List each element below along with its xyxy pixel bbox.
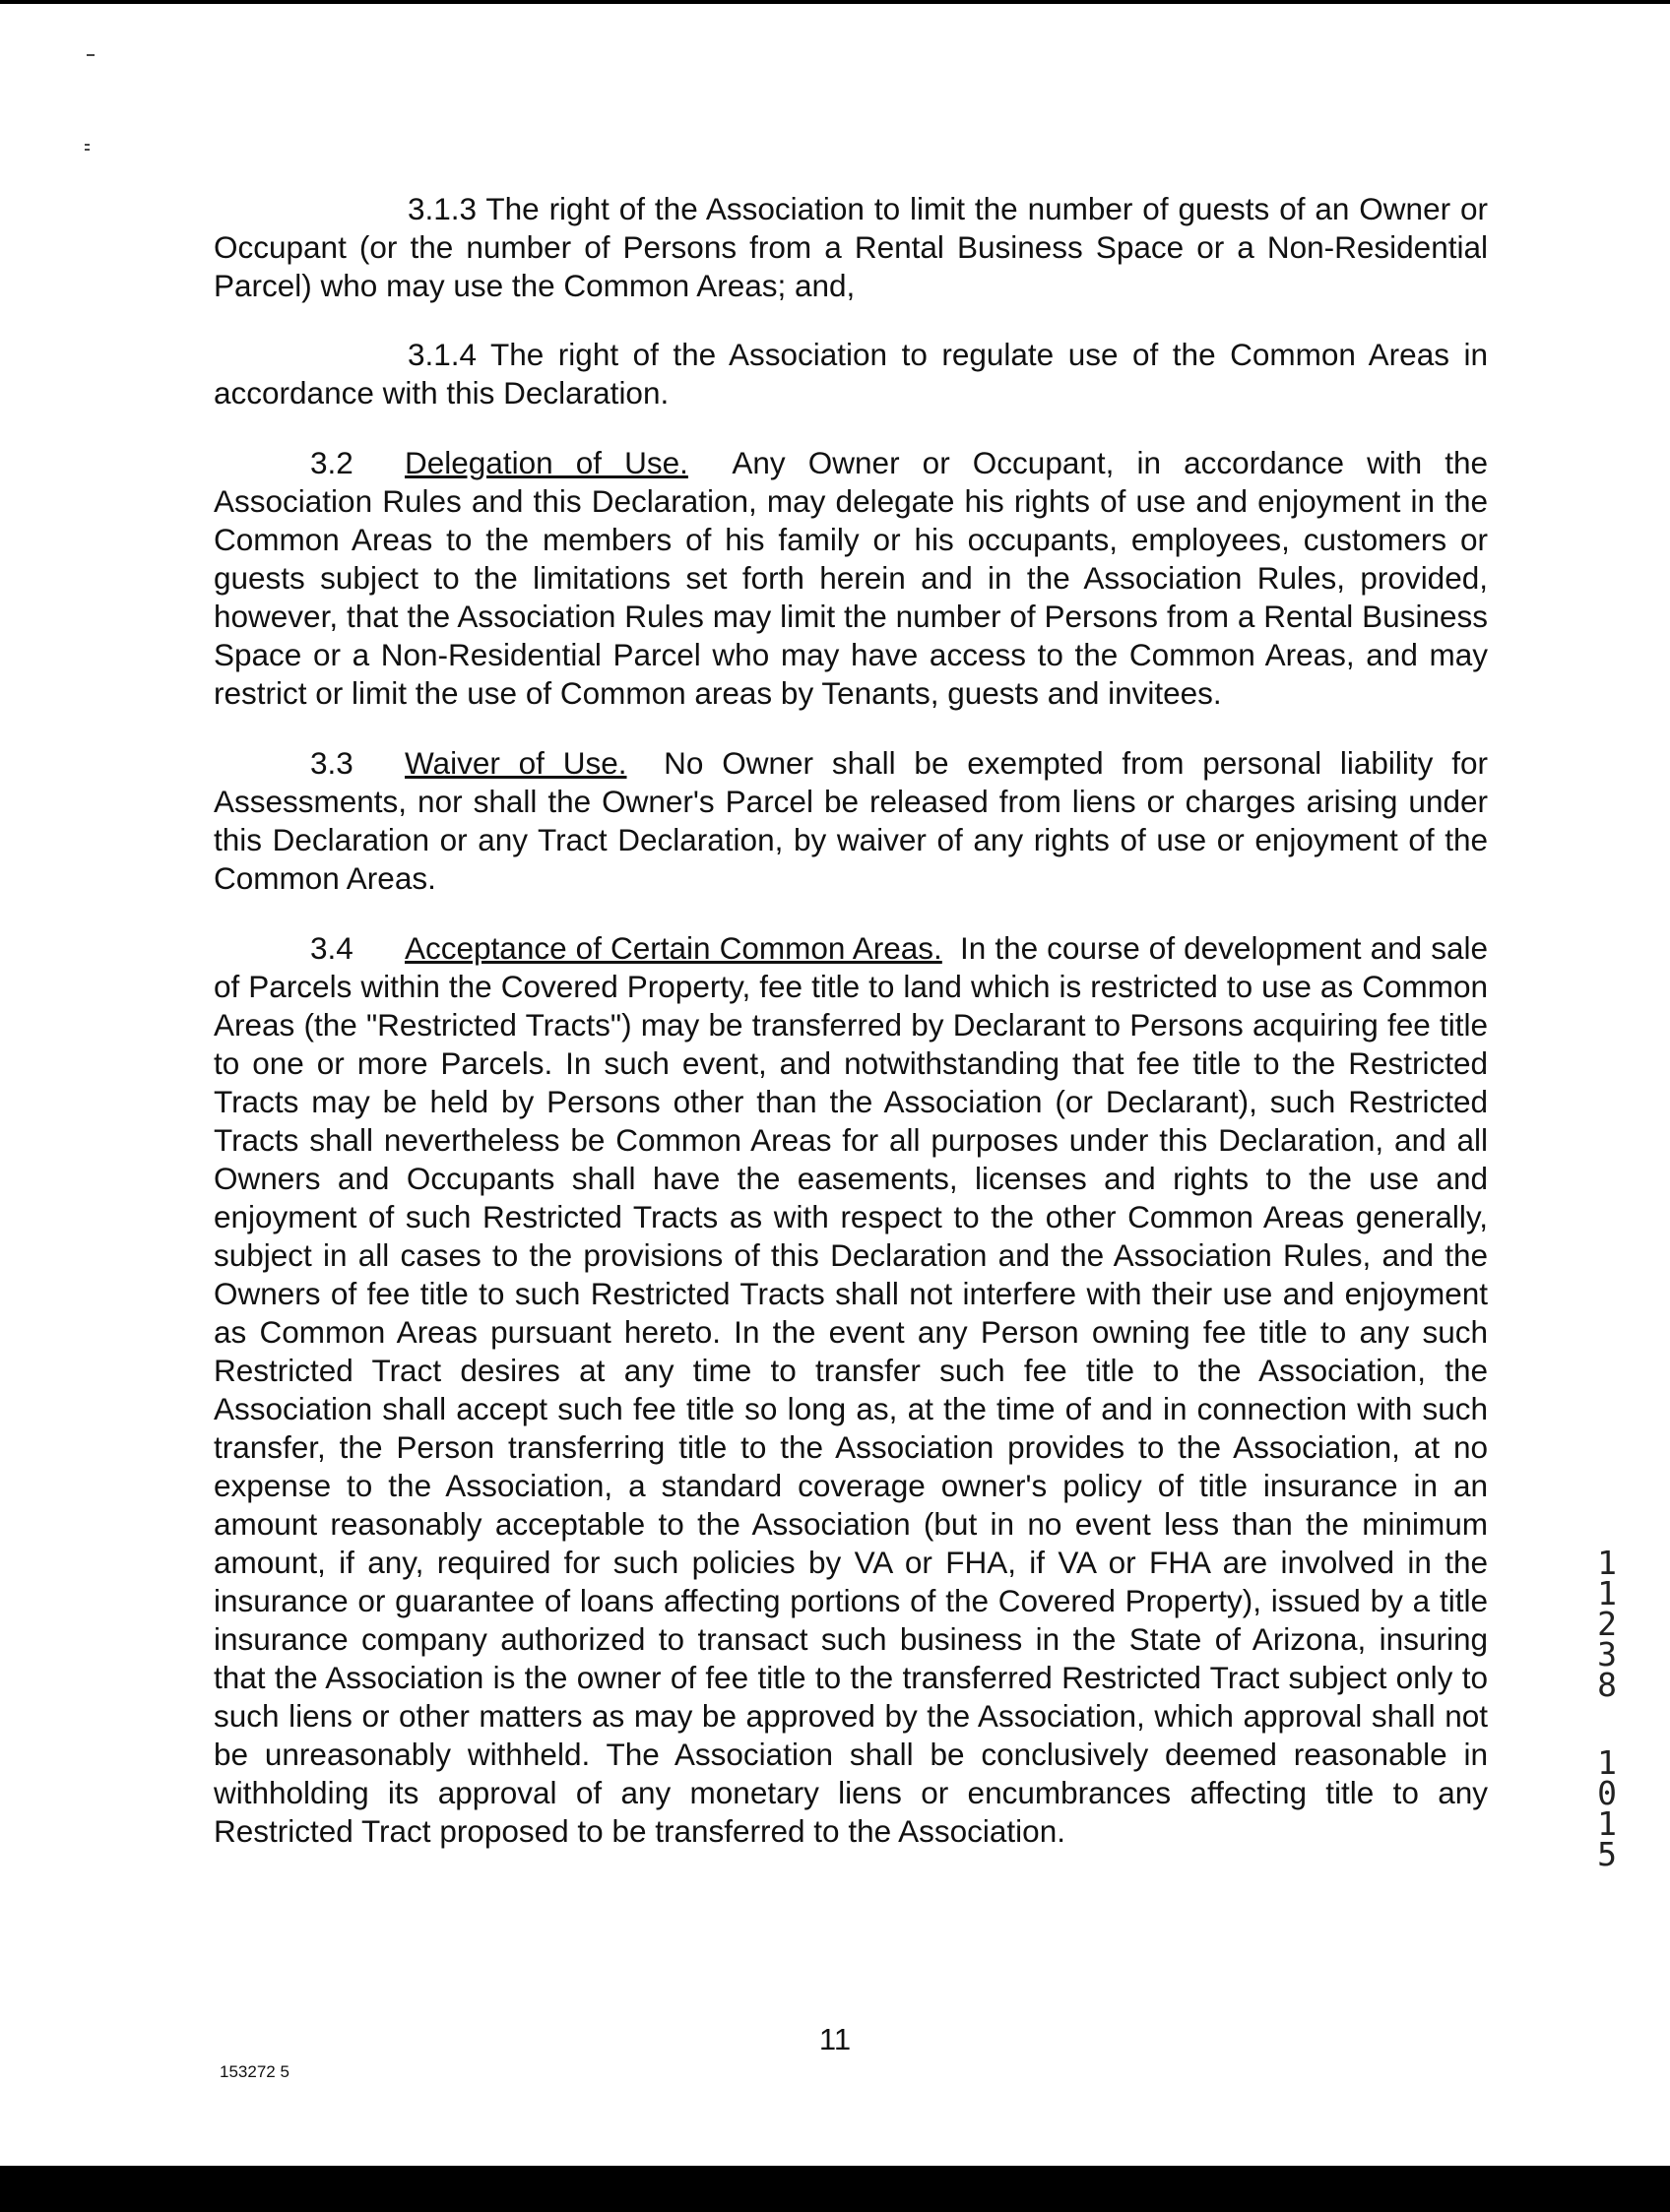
section-heading: Acceptance of Certain Common Areas.	[405, 930, 942, 966]
stamp-digit: 8	[1597, 1666, 1617, 1704]
section-3-4	[214, 929, 1488, 1851]
section-number: 3.2	[310, 445, 353, 480]
stamp-digit: 2	[1597, 1605, 1617, 1643]
section-3-2	[214, 444, 1488, 713]
stamp-digit: 1	[1597, 1574, 1617, 1612]
stamp-digit: 1	[1597, 1743, 1617, 1782]
document-id: 153272 5	[220, 2062, 289, 2081]
paragraph-3-1-3: 3.1.3 The right of the Association to limit the number of guests of an Owner or Occupant (or the number of Persons from a Rental Business Space or a Non-Residential Parcel) who may use the Common Areas; and,	[214, 191, 1488, 303]
page-number: 11	[818, 2022, 852, 2056]
scan-speck	[85, 144, 90, 146]
stamp-digit: 0	[1597, 1774, 1617, 1812]
section-heading: Waiver of Use.	[405, 745, 627, 781]
document-body	[214, 190, 1488, 1851]
section-body: Any Owner or Occupant, in accordance with the Association Rules and this Declaration, may delegate his rights of use and enjoyment in the Common Areas to the members of his family or his occupants, employees, customers or guests subject to the limitations set forth herein and in the Association Rules, provided, however, that the Association Rules may limit the number of Persons from a Rental Business Space or a Non-Residential Parcel who may have access to the Common Areas, and may restrict or limit the use of Common areas by Tenants, guests and invitees.	[214, 445, 1489, 711]
section-heading: Delegation of Use.	[405, 445, 688, 480]
recording-stamp-bottom	[1587, 1743, 1627, 1873]
section-body: In the course of development and sale of Parcels within the Covered Property, fee title to land which is restricted to use as Common Areas (the "Restricted Tracts") may be transferred by Declarant to Persons acquiring fee title to one or more Parcels. In such event, and notwithstanding that fee title to the Restricted Tracts may be held by Persons other than the Association (or Declarant), such Restricted Tracts shall nevertheless be Common Areas for all purposes under this Declaration, and all Owners and Occupants shall have the easements, licenses and rights to the use and enjoyment of such Restricted Tracts as with respect to the other Common Areas generally, subject in all cases to the provisions of this Declaration and the Association Rules, and the Owners of fee title to such Restricted Tracts shall not interfere with their use and enjoyment as Common Areas pursuant hereto. In the event any Person owning fee title to any such Restricted Tract desires at any time to transfer such fee title to the Association, the Association shall accept such fee title so long as, at the time of and in connection with such transfer, the Person transferring title to the Association provides to the Association, at no expense to the Association, a standard coverage owner's policy of title insurance in an amount reasonably acceptable to the Association (but in no event less than the minimum amount, if any, required for such policies by VA or FHA, if VA or FHA are involved in the insurance or guarantee of loans affecting portions of the Covered Property), issued by a title insurance company authorized to transact such business in the State of Arizona, insuring that the Association is the owner of fee title to the transferred Restricted Tract subject only to such liens or other matters as may be approved by the Association, which approval shall not be unreasonably withheld. The Association shall be conclusively deemed reasonable in withholding its approval of any monetary liens or encumbrances affecting title to any Restricted Tract proposed to be transferred to the Association.	[214, 930, 1488, 1849]
stamp-digit: 3	[1597, 1635, 1617, 1674]
scan-top-edge	[0, 0, 1670, 4]
stamp-digit: 5	[1597, 1835, 1617, 1873]
section-3-3	[214, 744, 1488, 898]
recording-stamp-top	[1587, 1544, 1627, 1704]
section-number: 3.3	[310, 745, 353, 781]
stamp-digit: 1	[1597, 1544, 1617, 1582]
scan-speck	[87, 54, 95, 56]
section-number: 3.4	[310, 930, 353, 966]
paragraph-3-1-4: 3.1.4 The right of the Association to regulate use of the Common Areas in accordance with this Declaration.	[214, 337, 1488, 411]
scan-speck	[85, 149, 90, 151]
scan-bottom-edge	[0, 2166, 1670, 2212]
section-body: No Owner shall be exempted from personal liability for Assessments, nor shall the Owner's Parcel be released from liens or charges arising under this Declaration or any Tract Declaration, by waiver of any rights of use or enjoyment of the Common Areas.	[214, 745, 1488, 896]
stamp-digit: 1	[1597, 1804, 1617, 1843]
